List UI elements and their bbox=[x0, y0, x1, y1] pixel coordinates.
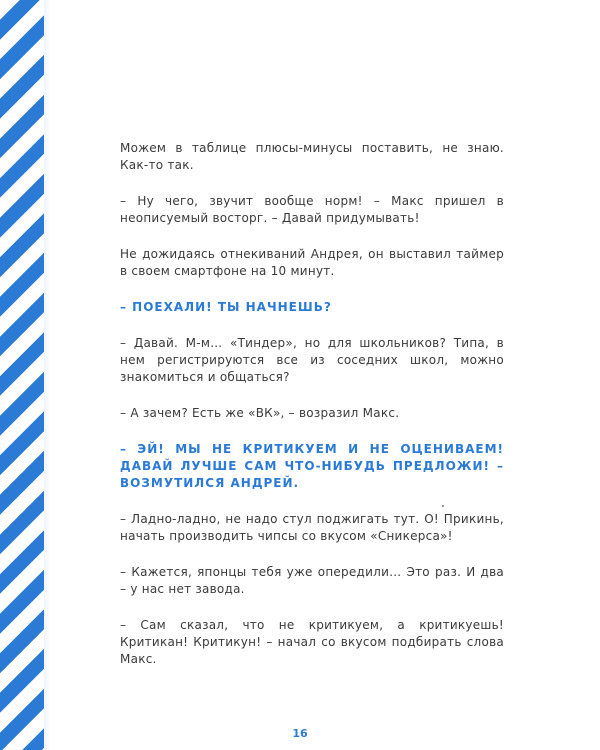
paragraph: Можем в таблице плюсы-минусы поставить, не знаю. Как-то так. bbox=[120, 141, 504, 172]
decorative-stripe-border bbox=[0, 0, 44, 750]
paragraph: Не дожидаясь отнекиваний Андрея, он выставил таймер в своем смартфоне на 10 минут. bbox=[120, 247, 504, 278]
page-number: 16 bbox=[292, 727, 308, 740]
paragraph: – Ну чего, звучит вообще норм! – Макс пришел в неописуемый восторг. – Давай придумывать! bbox=[120, 194, 504, 225]
paragraph: – Сам сказал, что не критикуем, а критикуешь! Критикан! Критикун! – начал со вкусом подбирать слова Макс. bbox=[120, 618, 504, 666]
paragraph: – Ладно-ладно, не надо стул поджигать тут. О! Прикинь, начать производить чипсы со вкусом «Сникерса»! bbox=[120, 512, 504, 543]
print-speck bbox=[442, 505, 444, 507]
highlighted-line: – ПОЕХАЛИ! ТЫ НАЧНЕШЬ? bbox=[120, 300, 332, 314]
highlighted-line: – ЭЙ! МЫ НЕ КРИТИКУЕМ И НЕ ОЦЕНИВАЕМ! ДАВАЙ ЛУЧШЕ САМ ЧТО-НИБУДЬ ПРЕДЛОЖИ! – ВОЗМУТИЛСЯ АНДРЕЙ. bbox=[120, 442, 504, 490]
page-body bbox=[120, 140, 504, 687]
paragraph: – А зачем? Есть же «ВК», – возразил Макс. bbox=[120, 406, 400, 420]
paragraph: – Кажется, японцы тебя уже опередили… Это раз. И два – у нас нет завода. bbox=[120, 565, 504, 596]
stripe-edge-shadow bbox=[44, 0, 50, 750]
paragraph: – Давай. М-м… «Тиндер», но для школьников? Типа, в нем регистрируются все из соседних школ, можно знакомиться и общаться? bbox=[120, 336, 504, 384]
